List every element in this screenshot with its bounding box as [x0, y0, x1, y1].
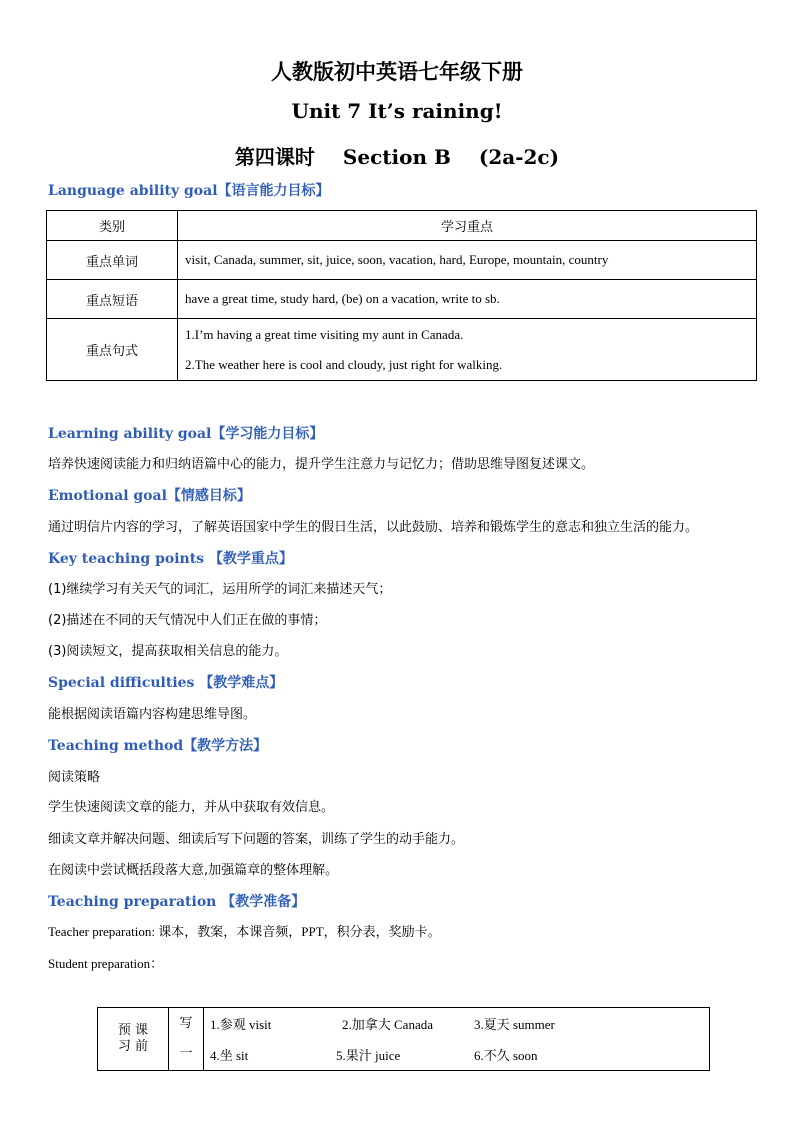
- word-item: 6.不久 soon: [474, 1048, 538, 1063]
- row-content: [178, 319, 757, 381]
- write-label-line: 一: [179, 1046, 193, 1061]
- key-point-item: (2)描述在不同的天气情况中人们正在做的事情；: [48, 613, 327, 628]
- word-row: [210, 1008, 703, 1039]
- method-heading: Teaching method【教学方法】: [48, 738, 268, 754]
- key-points-heading: Key teaching points 【教学重点】: [48, 551, 293, 567]
- row-content: visit, Canada, summer, sit, juice, soon, vacation, hard, Europe, mountain, country: [178, 241, 757, 280]
- teacher-preparation: Teacher preparation: 课本，教案，本课音频，PPT，积分表，奖励卡。: [48, 924, 441, 939]
- emotional-goal-text: 通过明信片内容的学习，了解英语国家中学生的假日生活，以此鼓励、培养和锻炼学生的意志和独立生活的能力。: [48, 520, 699, 535]
- word-item: 4.坐 sit: [210, 1048, 249, 1063]
- preview-label: [98, 1008, 169, 1071]
- difficulties-heading: Special difficulties 【教学难点】: [48, 675, 284, 691]
- method-item: 在阅读中尝试概括段落大意,加强篇章的整体理解。: [48, 863, 339, 878]
- method-item: 细读文章并解决问题、细读后写下问题的答案，训练了学生的动手能力。: [48, 832, 465, 847]
- lesson-number: 第四课时: [234, 145, 315, 169]
- section-name: Section B: [342, 145, 451, 169]
- preview-label-line: 预 课: [117, 1023, 149, 1038]
- row-category: 重点句式: [47, 319, 178, 381]
- learning-goal-text: 培养快速阅读能力和归纳语篇中心的能力，提升学生注意力与记忆力；借助思维导图复述课文。: [48, 457, 595, 472]
- preview-label-line: 习 前: [117, 1039, 149, 1054]
- header-category: 类别: [47, 211, 178, 241]
- language-goal-heading: Language ability goal【语言能力目标】: [48, 183, 330, 199]
- preview-words: [204, 1008, 710, 1071]
- word-item: 5.果汁 juice: [336, 1048, 401, 1063]
- learning-goal-heading: Learning ability goal【学习能力目标】: [48, 426, 324, 442]
- section-range: (2a-2c): [478, 145, 560, 169]
- row-content: have a great time, study hard, (be) on a vacation, write to sb.: [178, 280, 757, 319]
- language-goal-table: [46, 210, 757, 381]
- table-row: [47, 280, 757, 319]
- doc-title: 人教版初中英语七年级下册: [271, 59, 523, 84]
- word-item: 3.夏天 summer: [474, 1017, 555, 1032]
- sentence-line: 2.The weather here is cool and cloudy, just right for walking.: [185, 356, 503, 372]
- table-row: [47, 241, 757, 280]
- header-focus: 学习重点: [178, 211, 757, 241]
- row-category: 重点短语: [47, 280, 178, 319]
- preparation-heading: Teaching preparation 【教学准备】: [48, 894, 306, 910]
- method-item: 学生快速阅读文章的能力，并从中获取有效信息。: [48, 800, 335, 815]
- row-category: 重点单词: [47, 241, 178, 280]
- word-item: 2.加拿大 Canada: [342, 1017, 433, 1032]
- word-row: [210, 1039, 703, 1070]
- table-header-row: [47, 211, 757, 241]
- word-item: 1.参观 visit: [210, 1017, 272, 1032]
- emotional-goal-heading: Emotional goal【情感目标】: [48, 488, 251, 504]
- table-row: [47, 319, 757, 381]
- method-item: 阅读策略: [48, 770, 101, 785]
- student-preparation: Student preparation：: [48, 956, 164, 971]
- write-label-line: 写: [179, 1016, 193, 1031]
- key-point-item: (1)继续学习有关天气的词汇，运用所学的词汇来描述天气；: [48, 582, 392, 597]
- lesson-title: [0, 141, 794, 170]
- difficulties-text: 能根据阅读语篇内容构建思维导图。: [48, 707, 257, 722]
- unit-title: Unit 7 It’s raining!: [291, 99, 503, 123]
- write-label: [169, 1008, 204, 1071]
- sentence-line: 1.I’m having a great time visiting my aunt in Canada.: [185, 326, 464, 342]
- key-point-item: (3)阅读短文，提高获取相关信息的能力。: [48, 644, 288, 659]
- preview-table: [97, 1007, 710, 1071]
